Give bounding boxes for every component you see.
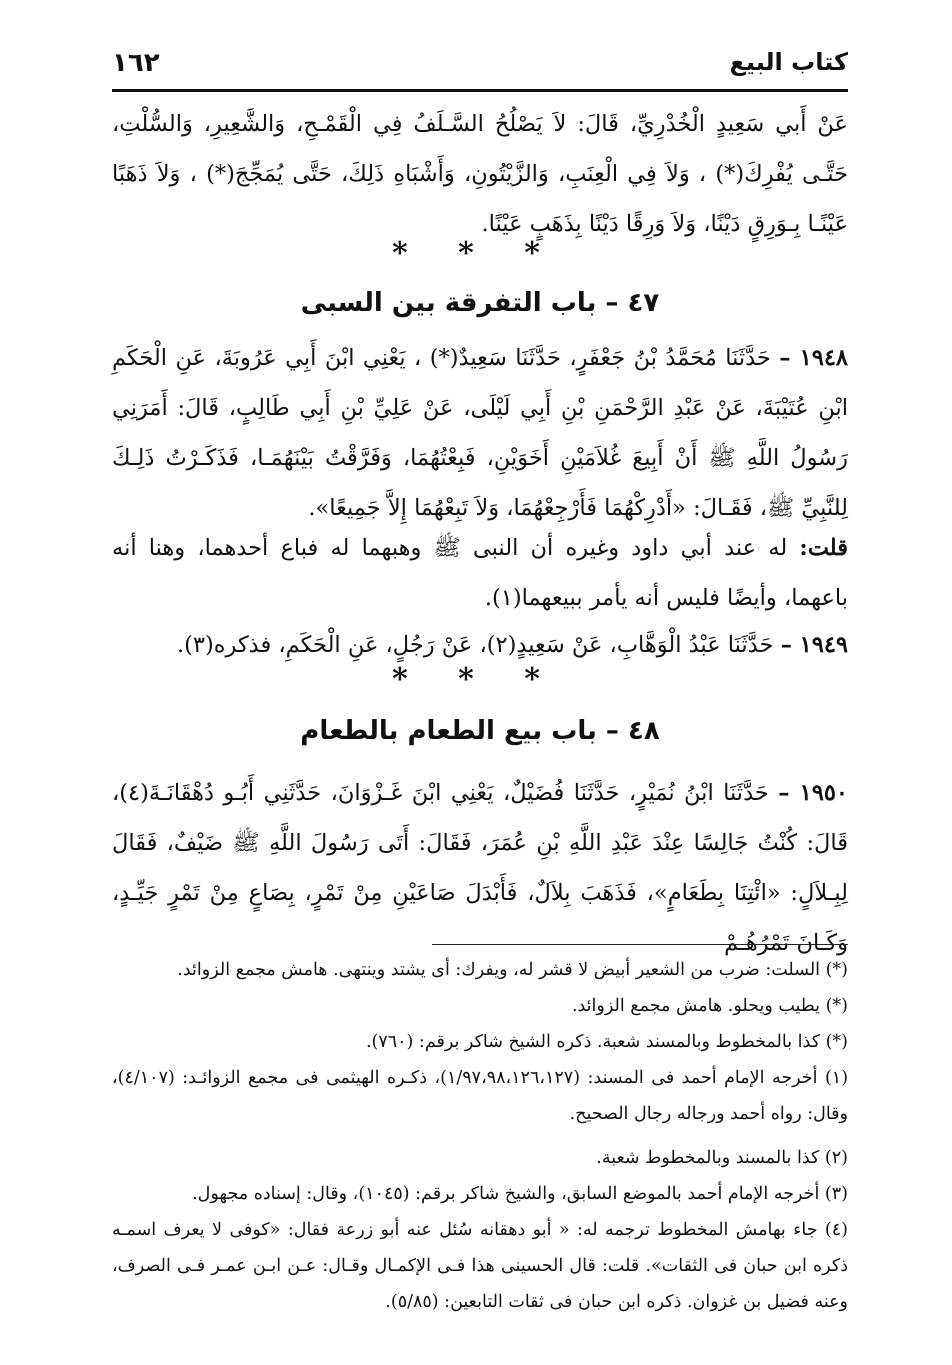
hadith-number: ١٩٥٠ –	[778, 780, 849, 806]
page-number: ١٦٢	[112, 48, 160, 78]
hadith-1950	[112, 768, 848, 968]
commentary-note	[112, 523, 848, 623]
footnote: (*) كذا بالمخطوط وبالمسند شعبة. ذكره الشيخ شاكر برقم: (٧٦٠).	[365, 1032, 848, 1052]
hadith-number: ١٩٤٩ –	[780, 632, 848, 658]
footnote: (١) أخرجه الإمام أحمد فى المسند: (١/٩٧،٩٨،١٢٦،١٢٧)، ذكـره الهيثمى فى مجمع الزوائـد: (٤/١٠٧)، وقال: رواه أحمد ورجاله رجال الصحيح.	[112, 1068, 849, 1124]
intro-text: عَنْ أَبي سَعِيدٍ الْخُدْرِيِّ، قَالَ: لاَ يَصْلُحُ السَّـلَفُ فِي الْقَمْـحِ، وَالشَّعِيرِ، وَالسُّلْتِ، حَتَّـى يُفْرِكَ(*) ، وَلاَ فِي الْعِنَبِ، وَالزَّيْتُونِ، وَأَشْبَاهِ ذَلِكَ، حَتَّى يُمَجِّجَ(*) ، وَلاَ ذَهَبًا عَيْنًـا بِـوَرِقٍ دَيْنًا، وَلاَ وَرِقًا دَيْنًا بِذَهَبٍ عَيْنًا.	[112, 111, 848, 237]
chapter-heading-47: ٤٧ – باب التفرقة بين السبى	[300, 288, 660, 318]
chapter-heading-48: ٤٨ – باب بيع الطعام بالطعام	[300, 716, 660, 746]
book-title: كتاب البيع	[729, 48, 848, 76]
header-rule	[112, 89, 848, 92]
hadith-text: حَدَّثَنَا عَبْدُ الْوَهَّابِ، عَنْ سَعِيدٍ(٢)، عَنْ رَجُلٍ، عَنِ الْحَكَمِ، فذكره(٣).	[176, 632, 774, 658]
hadith-text: حَدَّثَنَا ابْنُ نُمَيْرٍ، حَدَّثَنَا فُضَيْلٌ، يَعْنِي ابْنَ غَـزْوَانَ، حَدَّثَنِي أَبُـو دُهْقَانَـةَ(٤)، قَالَ: كُنْتُ جَالِسًا عِنْدَ عَبْدِ اللَّهِ بْنِ عُمَرَ، فَقَالَ: أَتَى رَسُولَ اللَّهِ ﷺ ضَيْفٌ، فَقَالَ لِبِـلاَلٍ: «ائْتِنَا بِطَعَامٍ»، فَذَهَبَ بِلاَلٌ، فَأَبْدَلَ صَاعَيْنِ مِنْ تَمْرٍ، بِصَاعٍ مِنْ تَمْرٍ جَيِّـدٍ، وَكَـانَ تَمْرُهُـمْ	[112, 780, 848, 956]
hadith-1948	[112, 333, 848, 533]
footnote: (٢) كذا بالمسند وبالمخطوط شعبة.	[596, 1148, 848, 1168]
commentary-label: قلت:	[799, 535, 848, 561]
intro-paragraph	[112, 99, 848, 249]
footnote: (*) السلت: ضرب من الشعير أبيض لا قشر له، ويفرك: أى يشتد وينتهى. هامش مجمع الزوائد.	[177, 960, 848, 980]
hadith-number: ١٩٤٨ –	[779, 345, 848, 371]
footnote-separator	[432, 944, 848, 945]
section-separator: * * *	[392, 662, 560, 697]
footnote: (٤) جاء بهامش المخطوط ترجمه له: « أبو دهقانه سُئل عنه أبو زرعة فقال: «كوفى لا يعرف اسمـه ذكره ابن حبان فى الثقات». قلت: قال الحسينى هذا فـى الإكمـال وقـال: عـن ابـن عمـر فـى الصرف، وعنه فضيل بن غزوان. ذكره ابن حبان فى ثقات التابعين: (٥/٨٥).	[112, 1220, 848, 1312]
hadith-text: حَدَّثَنَا مُحَمَّدُ بْنُ جَعْفَرٍ، حَدَّثَنَا سَعِيدٌ(*) ، يَعْنِي ابْنَ أَبِي عَرُوبَةَ، عَنِ الْحَكَمِ ابْنِ عُتَيْبَةَ، عَنْ عَبْدِ الرَّحْمَنِ بْنِ أَبِي لَيْلَى، عَنْ عَلِيِّ بْنِ أَبِي طَالِبٍ، قَالَ: أَمَرَنِي رَسُولُ اللَّهِ ﷺ أَنْ أَبِيعَ غُلاَمَيْنِ أَخَوَيْنِ، فَبِعْتُهُمَا، وَفَرَّقْتُ بَيْنَهُمَـا، فَذَكَـرْتُ ذَلِـكَ لِلنَّبِيِّ ﷺ، فَقَـالَ: «أَدْرِكْهُمَا فَأَرْجِعْهُمَا، وَلاَ تَبِعْهُمَا إِلاَّ جَمِيعًا».	[112, 345, 848, 521]
page-header	[112, 48, 848, 90]
footnote: (*) يطيب ويحلو. هامش مجمع الزوائد.	[571, 996, 848, 1016]
section-separator: * * *	[392, 236, 560, 271]
commentary-text: له عند أبي داود وغيره أن النبى ﷺ وهبهما له فباع أحدهما، وهنا أنه باعهما، وأيضًا فليس أنه يأمر ببيعهما(١).	[112, 535, 848, 611]
footnote: (٣) أخرجه الإمام أحمد بالموضع السابق، والشيخ شاكر برقم: (١٠٤٥)، وقال: إسناده مجهول.	[192, 1184, 848, 1204]
